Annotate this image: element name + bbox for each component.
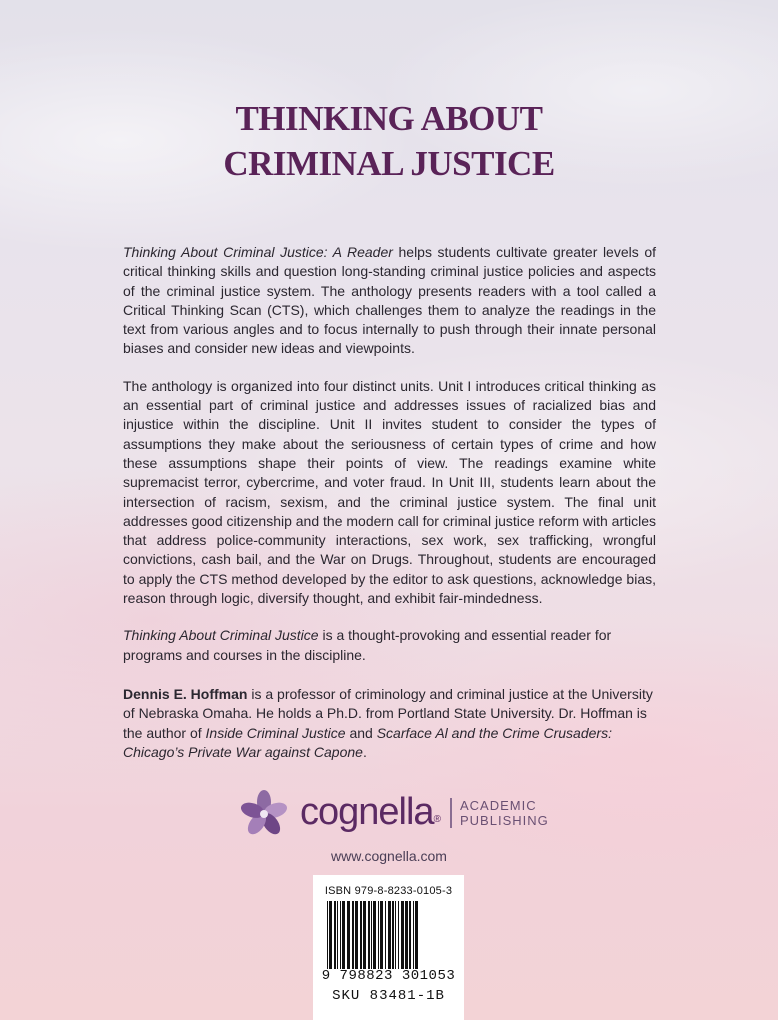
barcode-bar: [352, 901, 354, 969]
barcode-bar: [395, 901, 396, 969]
barcode-icon: [327, 901, 450, 969]
publisher-wordmark: [300, 790, 440, 834]
book-reference: Scarface Al and the Crime Crusaders: Chicago’s Private War against Capone: [123, 724, 612, 760]
bio-text: and: [345, 724, 377, 741]
book-title: [0, 96, 778, 186]
barcode-bar: [373, 901, 376, 969]
blurb-paragraph-3: [123, 626, 656, 665]
barcode-bar: [371, 901, 372, 969]
barcode-bar: [360, 901, 362, 969]
barcode-bar: [368, 901, 370, 969]
barcode-bar: [347, 901, 350, 969]
barcode-bar: [385, 901, 386, 969]
author-bio: [123, 685, 656, 762]
publisher-tagline: [460, 798, 549, 828]
barcode-bar: [355, 901, 358, 969]
publisher-name: cognella: [300, 791, 434, 833]
blurb-text: helps students cultivate greater levels of critical thinking skills and question long-standing criminal justice policies and aspects of the criminal justice system. The anthology presents readers with a tool called a Critical Thinking Scan (CTS), which challenges them to analyze the readings in the text from various angles and to focus internally to push through their innate personal biases and consider new ideas and viewpoints.: [123, 244, 656, 357]
book-title-italic: Thinking About Criminal Justice: [123, 627, 319, 644]
title-line-1: THINKING ABOUT: [235, 99, 543, 138]
author-name: Dennis E. Hoffman: [123, 685, 248, 702]
book-reference: Inside Criminal Justice: [205, 724, 346, 741]
logo-divider: [450, 798, 452, 828]
sku-label: SKU 83481-1B: [332, 988, 445, 1004]
tagline-line-1: ACADEMIC: [460, 798, 537, 813]
blurb-paragraph-1: [123, 243, 656, 359]
barcode-bar: [405, 901, 408, 969]
barcode-bar: [415, 901, 418, 969]
blurb-text: is a thought-provoking and essential reader for programs and courses in the discipline.: [123, 627, 612, 663]
barcode-bar: [378, 901, 379, 969]
cognella-flower-icon: [238, 788, 290, 840]
barcode-bar: [337, 901, 338, 969]
trademark-symbol: ®: [433, 814, 440, 825]
tagline-line-2: PUBLISHING: [460, 813, 549, 828]
barcode-bar: [388, 901, 391, 969]
barcode-bar: [409, 901, 411, 969]
barcode-bar: [340, 901, 341, 969]
isbn-barcode-box: [313, 875, 464, 1020]
barcode-bar: [334, 901, 336, 969]
barcode-bar: [413, 901, 414, 969]
publisher-url: www.cognella.com: [331, 848, 447, 864]
barcode-bar: [329, 901, 332, 969]
bio-text: .: [362, 743, 367, 760]
barcode-bar: [392, 901, 394, 969]
barcode-bar: [342, 901, 345, 969]
isbn-label: ISBN 979-8-8233-0105-3: [324, 885, 453, 897]
bio-text: is a professor of criminology and criminal justice at the University of Nebraska Omaha. He holds a Ph.D. from Portland State University. Dr. Hoffman is the author of: [123, 685, 653, 741]
back-cover-blurb: [123, 243, 656, 782]
title-line-2: CRIMINAL JUSTICE: [223, 144, 555, 183]
barcode-bar: [327, 901, 328, 969]
barcode-bar: [398, 901, 399, 969]
blurb-paragraph-2: The anthology is organized into four distinct units. Unit I introduces critical thinking as an essential part of criminal justice and addresses issues of racialized bias and injustice within the discipline. Unit II invites student to consider the types of assumptions they make about the seriousness of certain types of crime and how these assumptions shape their points of view. The readings examine white supremacist terror, cybercrime, and voter fraud. In Unit III, students learn about the intersection of racism, sexism, and the criminal justice system. The final unit addresses good citizenship and the modern call for criminal justice reform with articles that address police-community interactions, sex work, sex trafficking, wrongful convictions, cash bail, and the War on Drugs. Throughout, students are encouraged to apply the CTS method developed by the editor to ask questions, acknowledge bias, reason through logic, diversify thought, and exhibit fair-mindedness.: [123, 377, 657, 607]
book-title-italic: Thinking About Criminal Justice: A Reader: [123, 244, 393, 260]
barcode-bar: [401, 901, 404, 969]
isbn-digits: 9 798823 301053: [321, 968, 456, 984]
barcode-bar: [363, 901, 366, 969]
barcode-bar: [380, 901, 383, 969]
publisher-logo: [238, 786, 548, 842]
